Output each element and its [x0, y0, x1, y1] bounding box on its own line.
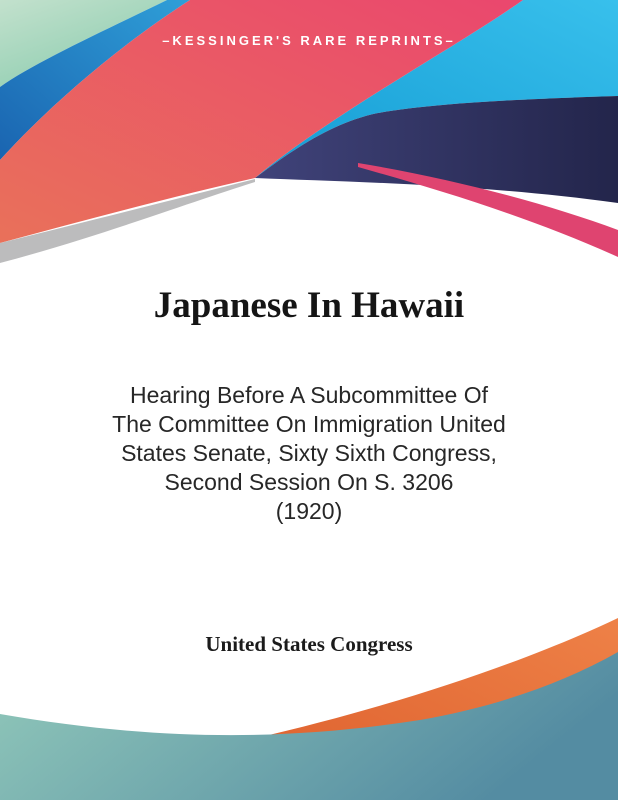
book-author: United States Congress — [205, 632, 413, 656]
subtitle-line: Second Session On S. 3206 — [164, 469, 454, 495]
subtitle-line: The Committee On Immigration United — [112, 411, 506, 437]
book-title: Japanese In Hawaii — [153, 285, 465, 326]
subtitle-line: Hearing Before A Subcommittee Of — [130, 382, 488, 408]
bottom-wave-decoration — [0, 600, 618, 800]
subtitle-line: (1920) — [275, 498, 343, 524]
subtitle-line: States Senate, Sixty Sixth Congress, — [121, 440, 497, 466]
publisher-banner: –KESSINGER'S RARE REPRINTS– — [162, 33, 456, 48]
book-subtitle — [29, 381, 589, 526]
